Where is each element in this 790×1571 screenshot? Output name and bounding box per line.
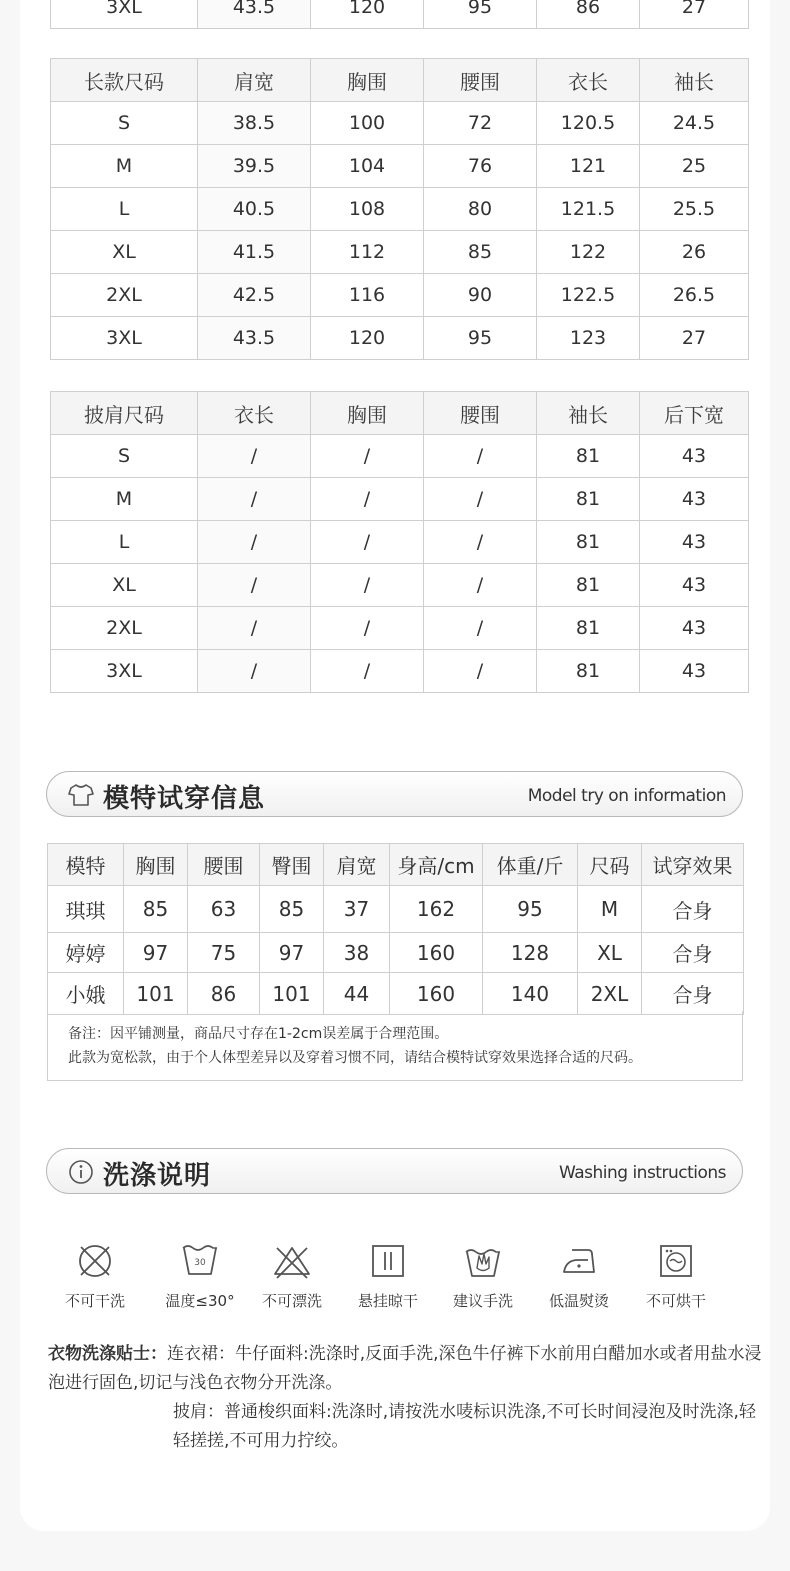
table-header-cell: 披肩尺码 (51, 392, 198, 435)
table-row (51, 435, 749, 478)
table-cell: / (198, 607, 311, 650)
table-cell: 合身 (642, 886, 744, 933)
table-cell: 101 (260, 973, 324, 1015)
long-size-table (50, 58, 749, 360)
table-cell: / (198, 435, 311, 478)
table-cell: 25.5 (640, 188, 749, 231)
table-cell: / (311, 435, 424, 478)
table-cell: 2XL (578, 973, 642, 1015)
note-line: 备注：因平铺测量，商品尺寸存在1-2cm误差属于合理范围。 (68, 1026, 449, 1042)
table-cell: 85 (124, 886, 188, 933)
table-cell: XL (578, 933, 642, 973)
cape-size-table (50, 391, 749, 693)
model-info-header (46, 771, 743, 817)
shirt-icon (67, 781, 95, 809)
wash-item (626, 1240, 726, 1311)
table-row (51, 274, 749, 317)
table-header-cell: 胸围 (311, 59, 424, 102)
table-row (51, 607, 749, 650)
table-cell: 122 (537, 231, 640, 274)
table-cell: XL (51, 231, 198, 274)
table-cell: 81 (537, 478, 640, 521)
wash-label: 不可漂洗 (261, 1292, 322, 1310)
table-cell: 95 (483, 886, 578, 933)
table-cell: / (424, 607, 537, 650)
table-cell: 2XL (51, 274, 198, 317)
table-row (51, 317, 749, 360)
table-cell: 39.5 (198, 145, 311, 188)
no-dry-clean-icon (74, 1240, 116, 1282)
table-cell: M (51, 145, 198, 188)
table-cell: 43 (640, 435, 749, 478)
table-cell: 162 (390, 886, 483, 933)
tips-text: 连衣裙：牛仔面料:洗涤时,反面手洗,深色牛仔裤下水前用白醋加水或者用盐水浸泡进行固色,切记与浅色衣物分开洗涤。 (48, 1344, 762, 1393)
table-cell: 40.5 (198, 188, 311, 231)
table-cell: 140 (483, 973, 578, 1015)
short-size-table (50, 0, 749, 29)
table-cell: / (311, 607, 424, 650)
table-cell: 160 (390, 973, 483, 1015)
table-header-cell: 后下宽 (640, 392, 749, 435)
table-cell: 85 (424, 231, 537, 274)
table-cell: 95 (424, 317, 537, 360)
table-cell: 38.5 (198, 102, 311, 145)
table-header-cell: 袖长 (537, 392, 640, 435)
table-cell: 43.5 (198, 317, 311, 360)
wash-label: 悬挂晾干 (357, 1292, 418, 1310)
table-cell: 41.5 (198, 231, 311, 274)
table-cell: / (424, 650, 537, 693)
table-cell: / (311, 521, 424, 564)
table-cell: 81 (537, 650, 640, 693)
table-cell: 3XL (51, 650, 198, 693)
info-icon (67, 1158, 95, 1186)
table-cell: 合身 (642, 933, 744, 973)
table-cell: 72 (424, 102, 537, 145)
table-header-cell: 胸围 (124, 844, 188, 886)
table-cell: 81 (537, 435, 640, 478)
table-row (48, 973, 744, 1015)
table-cell: 43 (640, 650, 749, 693)
table-cell: 25 (640, 145, 749, 188)
no-tumble-dry-icon (655, 1240, 697, 1282)
table-cell: 3XL (51, 317, 198, 360)
wash-info-header (46, 1148, 743, 1194)
table-header-cell: 长款尺码 (51, 59, 198, 102)
table-row (51, 231, 749, 274)
table-cell: 122.5 (537, 274, 640, 317)
section-subtitle: Washing instructions (558, 1163, 726, 1183)
table-cell: L (51, 521, 198, 564)
table-cell: / (424, 435, 537, 478)
wash-item (150, 1240, 250, 1311)
table-cell: / (424, 478, 537, 521)
table-cell: 26 (640, 231, 749, 274)
table-cell: 120.5 (537, 102, 640, 145)
table-cell: 42.5 (198, 274, 311, 317)
wash-label: 低温熨烫 (548, 1292, 609, 1310)
wash-item (338, 1240, 438, 1311)
table-row (48, 886, 744, 933)
table-header-cell: 身高/cm (390, 844, 483, 886)
hand-wash-icon (462, 1240, 504, 1282)
tips-lead: 衣物洗涤贴士： (48, 1344, 167, 1364)
table-cell: 3XL (51, 0, 198, 29)
table-cell: / (311, 478, 424, 521)
wash-30-icon (179, 1240, 221, 1282)
table-row (51, 478, 749, 521)
table-cell: / (198, 564, 311, 607)
fit-note (47, 1011, 743, 1081)
tips-paragraph-cape: 披肩：普通梭织面料:洗涤时,请按洗水唛标识洗涤,不可长时间浸泡及时洗涤,轻轻搓搓,不可用力拧绞。 (173, 1402, 756, 1451)
table-cell: 2XL (51, 607, 198, 650)
section-title: 模特试穿信息 (103, 784, 266, 814)
table-header-cell: 试穿效果 (642, 844, 744, 886)
model-table (47, 843, 744, 1015)
table-header-cell: 袖长 (640, 59, 749, 102)
table-header-cell: 体重/斤 (483, 844, 578, 886)
table-cell: 75 (188, 933, 260, 973)
wash-label: 建议手洗 (452, 1292, 513, 1310)
wash-label: 不可烘干 (645, 1292, 706, 1310)
table-cell: 27 (640, 0, 749, 29)
table-cell: 琪琪 (48, 886, 124, 933)
table-cell: 81 (537, 564, 640, 607)
table-cell: 112 (311, 231, 424, 274)
table-cell: 63 (188, 886, 260, 933)
table-cell: 121.5 (537, 188, 640, 231)
table-row (51, 102, 749, 145)
table-cell: XL (51, 564, 198, 607)
hang-dry-icon (367, 1240, 409, 1282)
wash-label: 温度≤30° (165, 1292, 235, 1310)
tips-paragraph-dress (48, 1340, 770, 1398)
wash-temp-text: 30 (194, 1258, 206, 1268)
section-title: 洗涤说明 (103, 1161, 212, 1191)
table-cell: 123 (537, 317, 640, 360)
washing-tips (48, 1340, 770, 1456)
table-cell: 44 (324, 973, 390, 1015)
table-header-cell: 尺码 (578, 844, 642, 886)
table-cell: 86 (188, 973, 260, 1015)
table-cell: S (51, 102, 198, 145)
table-header-row (48, 844, 744, 886)
table-row (48, 933, 744, 973)
table-cell: 85 (260, 886, 324, 933)
table-cell: 24.5 (640, 102, 749, 145)
table-cell: / (424, 564, 537, 607)
table-cell: 128 (483, 933, 578, 973)
wash-item (45, 1240, 145, 1311)
wash-label: 不可干洗 (64, 1292, 125, 1310)
table-cell: / (198, 478, 311, 521)
note-line: 此款为宽松款，由于个人体型差异以及穿着习惯不同，请结合模特试穿效果选择合适的尺码。 (68, 1050, 642, 1066)
table-header-cell: 衣长 (198, 392, 311, 435)
table-cell: 97 (260, 933, 324, 973)
table-cell: 43.5 (198, 0, 311, 29)
table-cell: 婷婷 (48, 933, 124, 973)
table-header-row (51, 59, 749, 102)
table-cell: / (311, 564, 424, 607)
table-cell: 26.5 (640, 274, 749, 317)
table-cell: 86 (537, 0, 640, 29)
table-header-cell: 腰围 (424, 392, 537, 435)
wash-item (242, 1240, 342, 1311)
table-cell: 100 (311, 102, 424, 145)
table-header-cell: 胸围 (311, 392, 424, 435)
table-header-cell: 模特 (48, 844, 124, 886)
table-header-cell: 腰围 (424, 59, 537, 102)
table-row (51, 650, 749, 693)
table-cell: 120 (311, 0, 424, 29)
table-cell: 116 (311, 274, 424, 317)
wash-item (433, 1240, 533, 1311)
table-row (51, 521, 749, 564)
table-cell: 80 (424, 188, 537, 231)
table-cell: S (51, 435, 198, 478)
table-cell: L (51, 188, 198, 231)
table-cell: / (198, 521, 311, 564)
table-cell: 101 (124, 973, 188, 1015)
table-cell: M (51, 478, 198, 521)
table-cell: 37 (324, 886, 390, 933)
table-cell: 合身 (642, 973, 744, 1015)
table-header-cell: 衣长 (537, 59, 640, 102)
table-cell: 43 (640, 478, 749, 521)
table-cell: / (424, 521, 537, 564)
no-bleach-icon (271, 1240, 313, 1282)
table-cell: 97 (124, 933, 188, 973)
table-cell: 38 (324, 933, 390, 973)
table-cell: 160 (390, 933, 483, 973)
table-cell: 95 (424, 0, 537, 29)
low-iron-icon (558, 1240, 600, 1282)
table-cell: 81 (537, 607, 640, 650)
section-subtitle: Model try on information (527, 786, 726, 806)
table-cell: 121 (537, 145, 640, 188)
table-header-cell: 肩宽 (324, 844, 390, 886)
table-cell: M (578, 886, 642, 933)
table-cell: 43 (640, 607, 749, 650)
table-cell: 108 (311, 188, 424, 231)
wash-item (529, 1240, 629, 1311)
table-cell: 104 (311, 145, 424, 188)
table-cell: 76 (424, 145, 537, 188)
table-cell: 43 (640, 564, 749, 607)
table-row (51, 188, 749, 231)
table-row (51, 564, 749, 607)
table-row (51, 145, 749, 188)
table-header-cell: 腰围 (188, 844, 260, 886)
table-cell: 27 (640, 317, 749, 360)
table-cell: 43 (640, 521, 749, 564)
table-cell: 120 (311, 317, 424, 360)
table-cell: / (198, 650, 311, 693)
table-header-row (51, 392, 749, 435)
table-cell: 90 (424, 274, 537, 317)
table-cell: 小娥 (48, 973, 124, 1015)
table-header-cell: 肩宽 (198, 59, 311, 102)
table-row (51, 0, 749, 29)
table-cell: / (311, 650, 424, 693)
table-cell: 81 (537, 521, 640, 564)
table-header-cell: 臀围 (260, 844, 324, 886)
